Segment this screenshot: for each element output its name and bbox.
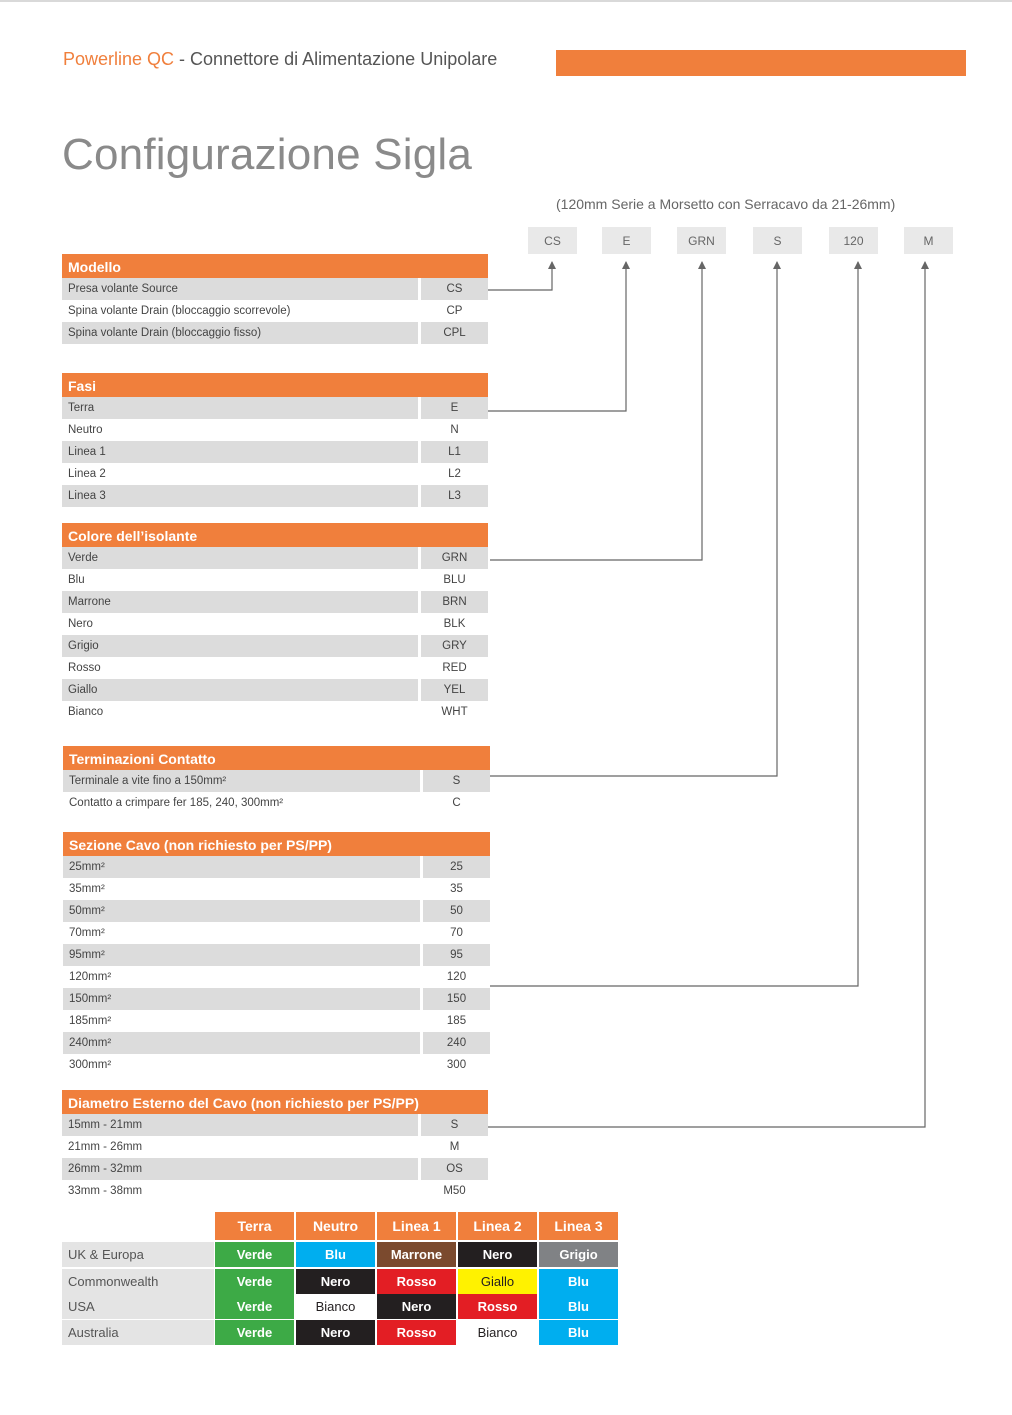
table-row — [63, 856, 490, 878]
row-code: M50 — [421, 1180, 488, 1202]
row-label: 50mm² — [63, 900, 420, 922]
table-row — [63, 944, 490, 966]
color-cell: Marrone — [377, 1242, 456, 1267]
color-cell: Bianco — [458, 1320, 537, 1345]
leader-modello — [488, 262, 552, 290]
section-colore-isolante — [62, 523, 488, 723]
table-row — [62, 547, 488, 569]
row-label: Grigio — [62, 635, 418, 657]
section-modello — [62, 254, 488, 344]
table-row — [62, 463, 488, 485]
color-cell: Verde — [215, 1269, 294, 1294]
row-code: BLK — [421, 613, 488, 635]
region-label: USA — [62, 1294, 214, 1319]
row-code: 150 — [423, 988, 490, 1010]
row-label: Presa volante Source — [62, 278, 418, 300]
code-box-diametro: M — [904, 227, 953, 254]
row-label: 25mm² — [63, 856, 420, 878]
row-code: YEL — [421, 679, 488, 701]
color-cell: Blu — [539, 1320, 618, 1345]
color-cell: Giallo — [458, 1269, 537, 1294]
color-cell: Rosso — [377, 1320, 456, 1345]
color-cell: Nero — [296, 1269, 375, 1294]
row-code: E — [421, 397, 488, 419]
table-row — [62, 322, 488, 344]
color-cell: Nero — [377, 1294, 456, 1319]
table-row — [62, 701, 488, 723]
row-code: BLU — [421, 569, 488, 591]
color-cell: Grigio — [539, 1242, 618, 1267]
row-code: 50 — [423, 900, 490, 922]
row-code: L3 — [421, 485, 488, 507]
table-row — [62, 591, 488, 613]
table-row — [62, 613, 488, 635]
table-row — [63, 878, 490, 900]
row-label: 21mm - 26mm — [62, 1136, 418, 1158]
row-code: M — [421, 1136, 488, 1158]
row-label: 35mm² — [63, 878, 420, 900]
column-header: Linea 1 — [377, 1212, 456, 1240]
row-label: Contatto a crimpare fer 185, 240, 300mm² — [63, 792, 420, 814]
table-row — [62, 635, 488, 657]
color-cell: Rosso — [377, 1269, 456, 1294]
row-code: CPL — [421, 322, 488, 344]
row-code: L2 — [421, 463, 488, 485]
row-label: Marrone — [62, 591, 418, 613]
section-terminazioni — [63, 746, 490, 814]
row-label: 95mm² — [63, 944, 420, 966]
row-label: 120mm² — [63, 966, 420, 988]
column-header: Terra — [215, 1212, 294, 1240]
table-row — [62, 1180, 488, 1202]
section-sezione-cavo — [63, 832, 490, 1076]
row-code: GRN — [421, 547, 488, 569]
row-label: 26mm - 32mm — [62, 1158, 418, 1180]
row-label: 33mm - 38mm — [62, 1180, 418, 1202]
row-label: Spina volante Drain (bloccaggio scorrevole) — [62, 300, 418, 322]
row-label: 15mm - 21mm — [62, 1114, 418, 1136]
leader-fasi — [488, 262, 626, 411]
header-separator: - — [174, 49, 191, 69]
column-header: Linea 2 — [458, 1212, 537, 1240]
row-code: C — [423, 792, 490, 814]
table-row — [63, 1032, 490, 1054]
color-cell: Blu — [539, 1269, 618, 1294]
leader-sezione — [490, 262, 858, 986]
section-title: Fasi — [62, 373, 488, 397]
row-code: BRN — [421, 591, 488, 613]
row-code: 300 — [423, 1054, 490, 1076]
row-code: 95 — [423, 944, 490, 966]
table-row — [62, 1114, 488, 1136]
row-label: Terminale a vite fino a 150mm² — [63, 770, 420, 792]
row-label: Linea 3 — [62, 485, 418, 507]
table-row — [62, 657, 488, 679]
section-diametro-esterno — [62, 1090, 488, 1202]
section-title: Terminazioni Contatto — [63, 746, 490, 770]
row-label: Terra — [62, 397, 418, 419]
table-row — [62, 485, 488, 507]
row-code: L1 — [421, 441, 488, 463]
row-label: Rosso — [62, 657, 418, 679]
brand-name: Powerline QC — [63, 49, 175, 69]
table-row — [63, 922, 490, 944]
code-box-colore: GRN — [677, 227, 726, 254]
color-cell: Bianco — [296, 1294, 375, 1319]
row-code: 25 — [423, 856, 490, 878]
row-label: Nero — [62, 613, 418, 635]
row-code: WHT — [421, 701, 488, 723]
table-row — [62, 441, 488, 463]
table-row — [63, 1010, 490, 1032]
table-row — [62, 278, 488, 300]
row-label: Linea 1 — [62, 441, 418, 463]
column-header: Linea 3 — [539, 1212, 618, 1240]
row-code: GRY — [421, 635, 488, 657]
table-row — [63, 792, 490, 814]
row-code: 120 — [423, 966, 490, 988]
header-subtitle: Connettore di Alimentazione Unipolare — [190, 49, 498, 69]
row-code: S — [423, 770, 490, 792]
table-row — [62, 569, 488, 591]
section-title: Colore dell’isolante — [62, 523, 488, 547]
region-label: UK & Europa — [62, 1242, 214, 1267]
color-cell: Verde — [215, 1294, 294, 1319]
code-box-terminazioni: S — [753, 227, 802, 254]
row-code: CS — [421, 278, 488, 300]
row-label: Giallo — [62, 679, 418, 701]
row-label: Verde — [62, 547, 418, 569]
column-header: Neutro — [296, 1212, 375, 1240]
example-caption: (120mm Serie a Morsetto con Serracavo da 21-26mm) — [556, 196, 896, 212]
row-code: 70 — [423, 922, 490, 944]
leader-colore — [490, 262, 702, 560]
row-label: Blu — [62, 569, 418, 591]
row-code: S — [421, 1114, 488, 1136]
table-row — [62, 679, 488, 701]
row-label: Linea 2 — [62, 463, 418, 485]
row-code: OS — [421, 1158, 488, 1180]
table-row — [62, 300, 488, 322]
row-label: 70mm² — [63, 922, 420, 944]
table-row — [63, 988, 490, 1010]
table-row — [63, 900, 490, 922]
section-title: Sezione Cavo (non richiesto per PS/PP) — [63, 832, 490, 856]
code-box-sezione: 120 — [829, 227, 878, 254]
color-cell: Nero — [296, 1320, 375, 1345]
row-code: CP — [421, 300, 488, 322]
row-label: 300mm² — [63, 1054, 420, 1076]
color-cell: Verde — [215, 1320, 294, 1345]
color-cell: Nero — [458, 1242, 537, 1267]
header-accent-bar — [556, 50, 966, 76]
region-label: Australia — [62, 1320, 214, 1345]
table-row — [62, 419, 488, 441]
color-cell: Rosso — [458, 1294, 537, 1319]
section-title: Modello — [62, 254, 488, 278]
row-label: Spina volante Drain (bloccaggio fisso) — [62, 322, 418, 344]
section-fasi — [62, 373, 488, 507]
code-box-modello: CS — [528, 227, 577, 254]
row-code: 240 — [423, 1032, 490, 1054]
row-code: RED — [421, 657, 488, 679]
table-row — [62, 1136, 488, 1158]
row-code: 35 — [423, 878, 490, 900]
table-row — [63, 770, 490, 792]
document-header — [63, 49, 497, 70]
row-label: 150mm² — [63, 988, 420, 1010]
color-cell: Blu — [539, 1294, 618, 1319]
table-row — [63, 1054, 490, 1076]
page-title: Configurazione Sigla — [62, 130, 473, 179]
row-label: Bianco — [62, 701, 418, 723]
row-label: 185mm² — [63, 1010, 420, 1032]
section-title: Diametro Esterno del Cavo (non richiesto per PS/PP) — [62, 1090, 488, 1114]
row-code: 185 — [423, 1010, 490, 1032]
leader-terminazioni — [490, 262, 777, 776]
table-row — [63, 966, 490, 988]
table-row — [62, 1158, 488, 1180]
code-box-fasi: E — [602, 227, 651, 254]
leader-diametro — [488, 262, 925, 1127]
color-cell: Blu — [296, 1242, 375, 1267]
table-row — [62, 397, 488, 419]
color-cell: Verde — [215, 1242, 294, 1267]
row-label: Neutro — [62, 419, 418, 441]
region-label: Commonwealth — [62, 1269, 214, 1294]
row-label: 240mm² — [63, 1032, 420, 1054]
top-border — [0, 0, 1012, 2]
row-code: N — [421, 419, 488, 441]
